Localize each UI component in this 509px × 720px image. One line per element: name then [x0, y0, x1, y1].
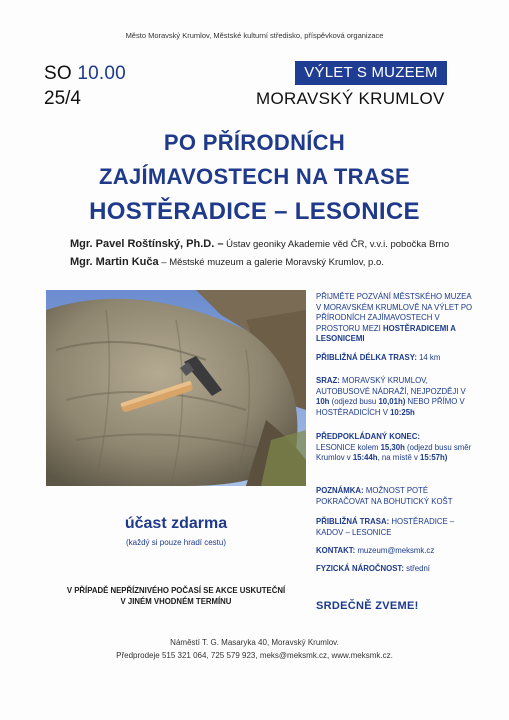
- footer-address: Náměstí T. G. Masaryka 40, Moravský Krumlov.: [170, 638, 339, 647]
- title-line-3: HOSTĚRADICE – LESONICE: [89, 198, 420, 225]
- meeting-alt-place: NEBO PŘÍMO V HOSTĚRADICÍCH V: [316, 397, 465, 417]
- title-line-2: ZAJÍMAVOSTECH NA TRASE: [99, 164, 410, 189]
- info-route: [316, 517, 476, 538]
- end-place: LESONICE kolem: [316, 442, 379, 452]
- note-label: POZNÁMKA:: [316, 486, 364, 495]
- difficulty-text: střední: [406, 564, 430, 573]
- rock-hammer-illustration: [46, 290, 306, 486]
- meeting-place: MORAVSKÝ KRUMLOV, AUTOBUSOVÉ NÁDRAŽÍ, NEJPOZDĚJI V: [316, 376, 466, 396]
- end-time: 15,30h: [380, 442, 405, 452]
- speaker-1: [70, 238, 449, 250]
- speaker-2-affiliation: – Městské muzeum a galerie Moravský Krumlov, p.o.: [161, 257, 384, 268]
- route-length-value: 14 km: [419, 353, 441, 362]
- end-bus-time: 15:44h: [352, 453, 378, 463]
- meeting-alt-time: 10:25h: [390, 407, 415, 417]
- info-contact: [316, 546, 476, 557]
- info-invitation: [316, 292, 476, 345]
- route-length-label: PŘIBLIŽNÁ DÉLKA TRASY:: [316, 353, 417, 362]
- event-city: MORAVSKÝ KRUMLOV: [256, 89, 445, 108]
- speaker-2-name: Mgr. Martin Kuča: [70, 256, 159, 268]
- info-expected-end: [316, 432, 476, 464]
- weather-notice-line-1: V PŘÍPADĚ NEPŘÍZNIVÉHO POČASÍ SE AKCE USKUTEČNÍ: [66, 586, 286, 595]
- info-route-length: [316, 353, 476, 364]
- speaker-1-name: Mgr. Pavel Roštínský, Ph.D. –: [70, 238, 224, 250]
- info-note: [316, 486, 476, 507]
- meeting-bus-time: 10,01h): [378, 397, 406, 407]
- end-arrival-time: 15:57h): [420, 453, 448, 463]
- info-difficulty: [316, 564, 476, 575]
- meeting-label: SRAZ:: [316, 376, 340, 385]
- rock-hammer-photo: [46, 290, 306, 486]
- info-meeting-point: [316, 376, 476, 418]
- invitation-places: HOSTĚRADICEMI A LESONICEMI: [316, 323, 456, 344]
- end-bus-label: (odjezd busu směr Krumlov v: [316, 442, 472, 463]
- closing-invitation: SRDEČNĚ ZVEME!: [316, 600, 419, 612]
- admission-subtitle: (každý si pouze hradí cestu): [125, 538, 227, 547]
- title-line-1: PO PŘÍRODNÍCH: [163, 130, 346, 155]
- admission-title: účast zdarma: [124, 515, 228, 532]
- route-label: PŘIBLIŽNÁ TRASA:: [316, 517, 390, 526]
- footer-contacts: Předprodeje 515 321 064, 725 579 923, meks@meksmk.cz, www.meksmk.cz.: [116, 651, 393, 660]
- contact-email: muzeum@meksmk.cz: [357, 546, 435, 555]
- weather-notice-line-2: V JINÉM VHODNÉM TERMÍNU: [120, 597, 232, 606]
- difficulty-label: FYZICKÁ NÁROČNOST:: [316, 564, 404, 573]
- end-arrival-label: , na místě v: [377, 453, 418, 463]
- meeting-bus-label: (odjezd busu: [331, 397, 377, 407]
- organization-header: Město Moravský Krumlov, Městské kulturní středisko, příspěvková organizace: [125, 31, 384, 40]
- end-label: PŘEDPOKLÁDANÝ KONEC:: [316, 432, 420, 441]
- contact-label: KONTAKT:: [316, 546, 356, 555]
- event-time: 10.00: [77, 63, 126, 84]
- note-text: MOŽNOST POTÉ POKRAČOVAT NA BOHUTICKÝ KOŠT: [316, 486, 453, 506]
- speaker-2: [70, 256, 384, 268]
- meeting-time: 10h: [316, 397, 330, 407]
- invitation-text: PŘIJMĚTE POZVÁNÍ MĚSTSKÉHO MUZEA V MORAVSKÉM KRUMLOVĚ NA VÝLET PO PŘÍRODNÍCH ZAJÍMAVOSTECH V PROSTORU MEZI: [316, 292, 473, 333]
- event-day-time: [44, 63, 126, 85]
- speaker-1-affiliation: Ústav geoniky Akademie věd ČR, v.v.i. pobočka Brno: [226, 239, 450, 250]
- event-banner: VÝLET S MUZEEM: [295, 61, 447, 85]
- event-day-label: SO: [44, 63, 72, 84]
- route-text: HOSTĚRADICE – KADOV – LESONICE: [316, 517, 455, 537]
- event-date: 25/4: [44, 88, 81, 109]
